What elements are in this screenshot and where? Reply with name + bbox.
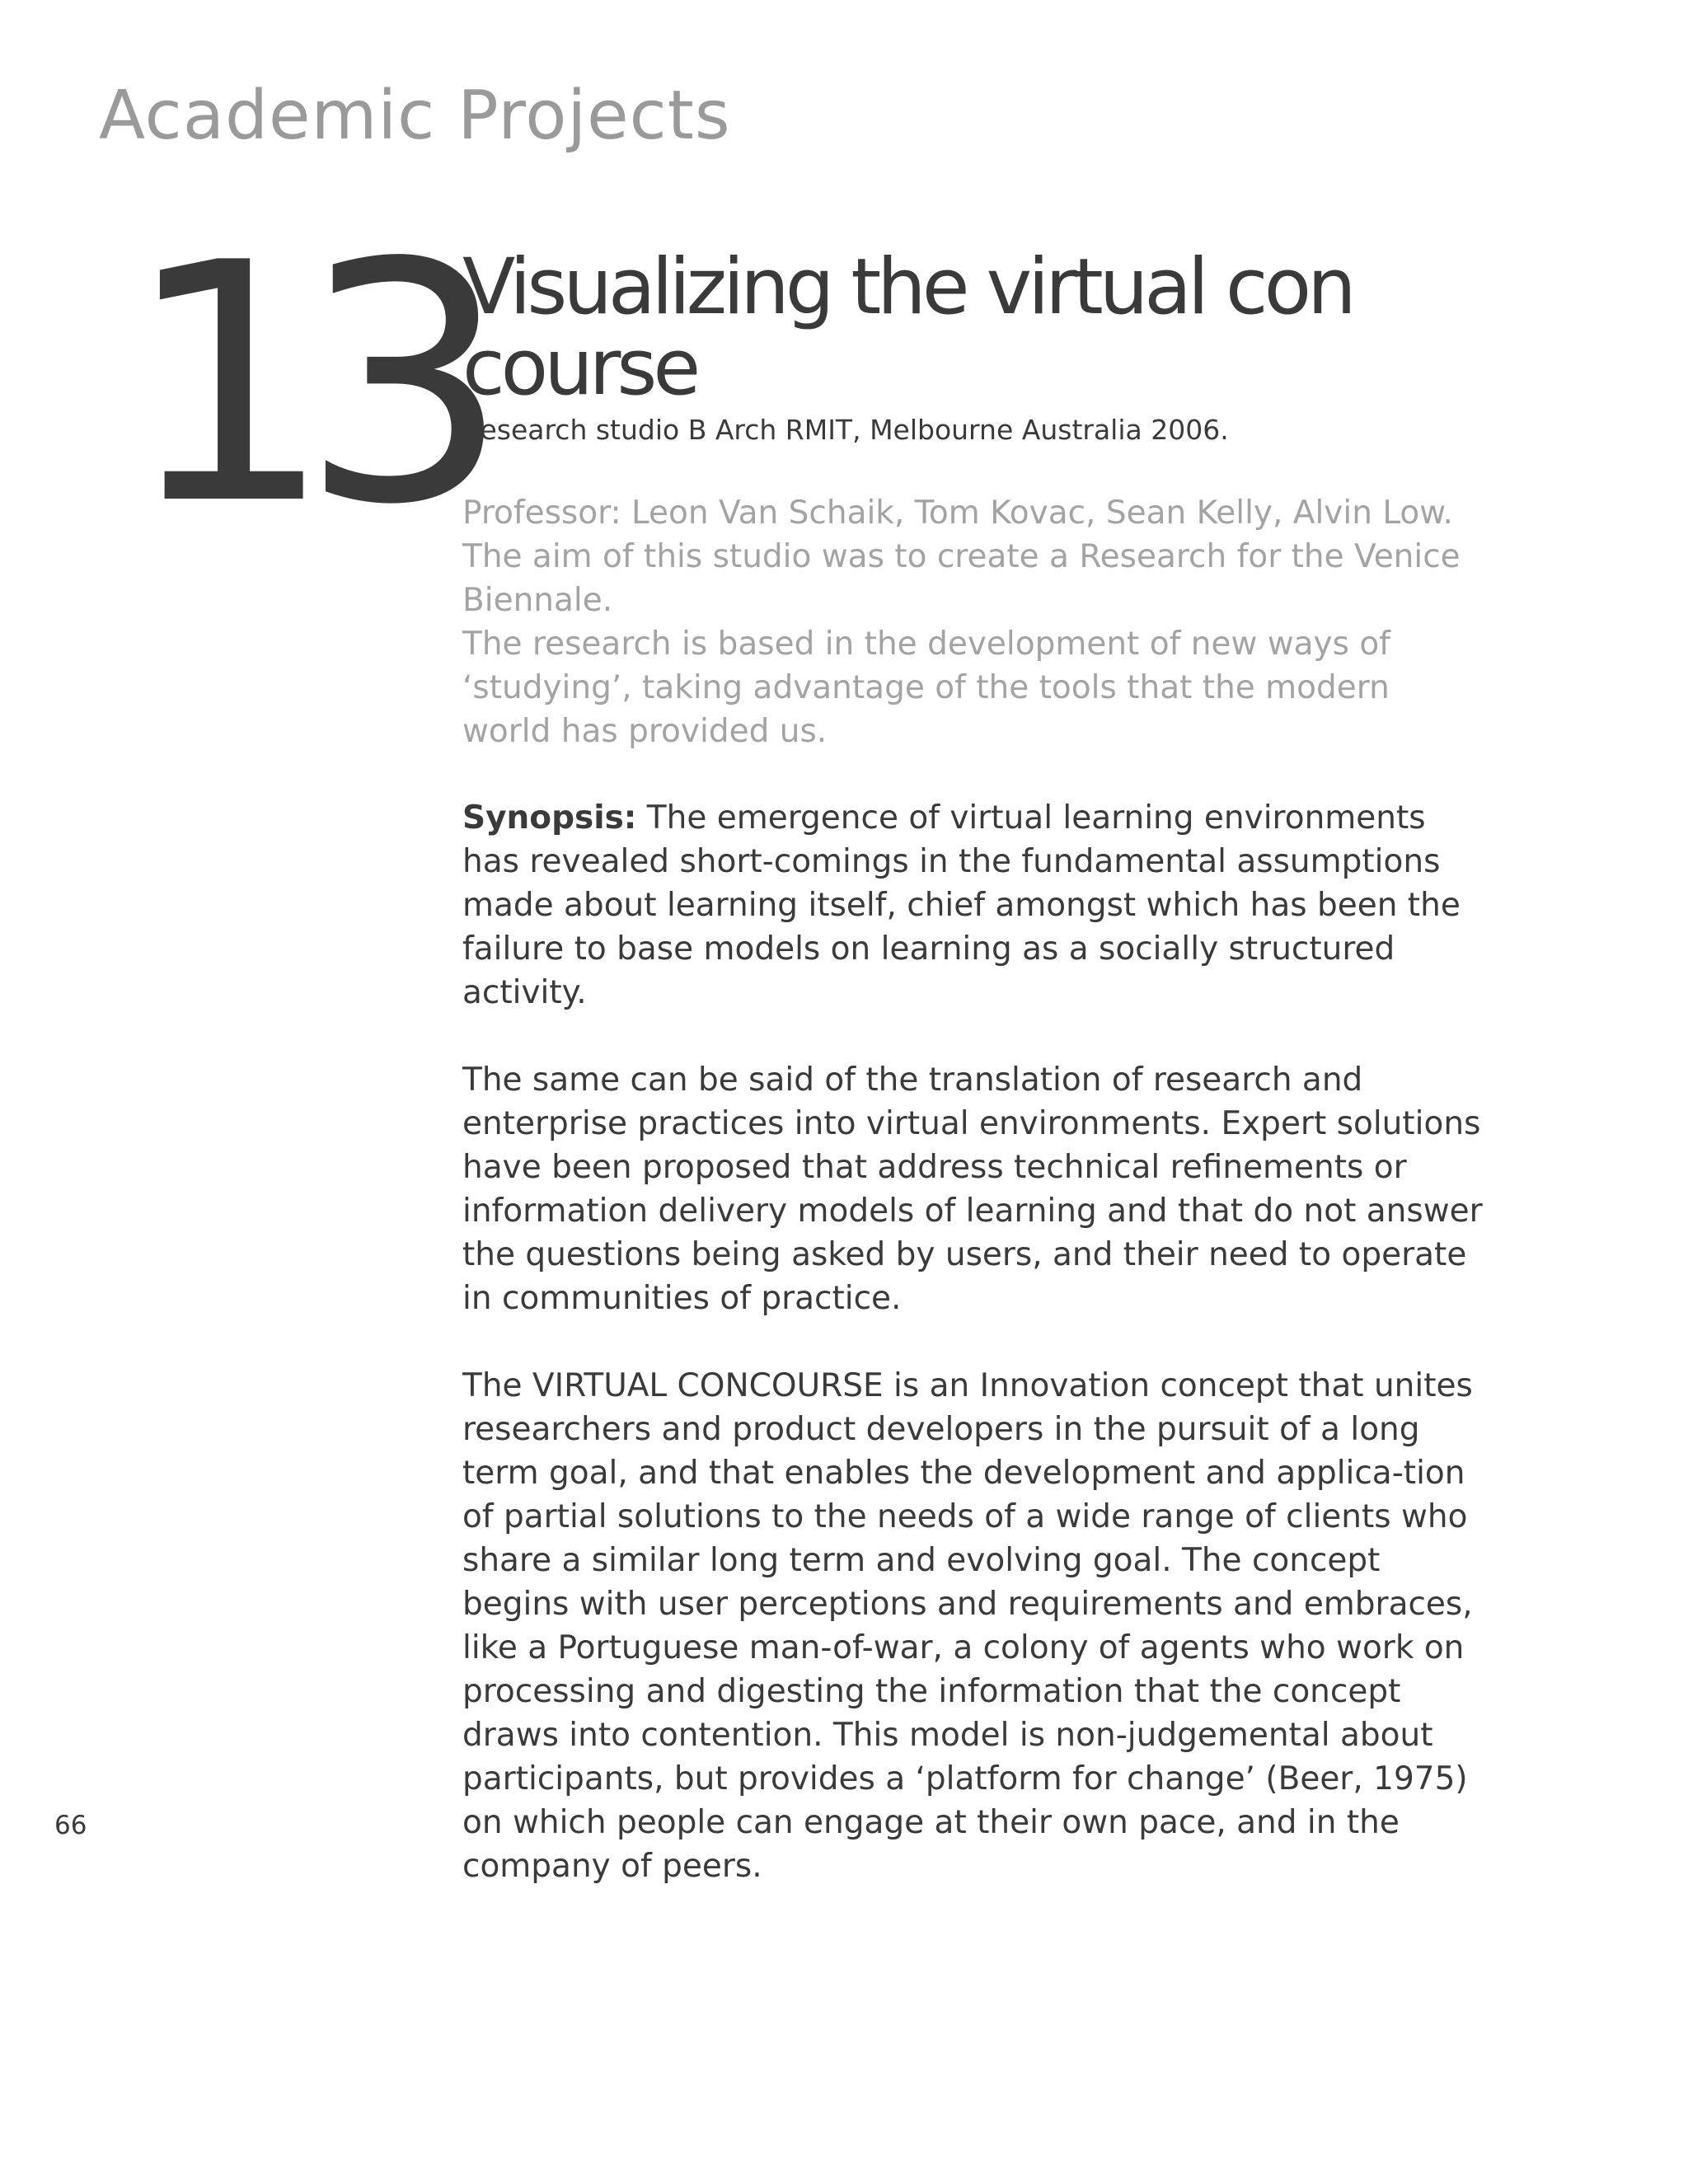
section-title: Academic Projects [99,77,731,155]
synopsis-paragraph [462,796,1484,1015]
synopsis-text: The emergence of virtual learning environments has revealed short-comings in the fundamental assumptions made about learning itself, chief amongst which has been the failure to base models on learning as a socially structured activity. [462,799,1461,1011]
project-intro [462,491,1484,753]
professors-line: Professor: Leon Van Schaik, Tom Kovac, Sean Kelly, Alvin Low. [462,494,1453,532]
synopsis-label: Synopsis: [462,799,637,837]
project-subtitle: Research studio B Arch RMIT, Melbourne Australia 2006. [462,414,1229,446]
body-paragraph-3: The VIRTUAL CONCOURSE is an Innovation concept that unites researchers and product developers in the pursuit of a long term goal, and that enables the development and applica-tion of partial solutions to the needs of a wide range of clients who share a similar long term and evolving goal. The concept begins with user perceptions and requirements and embraces, like a Portuguese man-of-war, a colony of agents who work on processing and digesting the information that the concept draws into contention. This model is non-judgemental about participants, but provides a ‘platform for change’ (Beer, 1975) on which people can engage at their own pace, and in the company of peers. [462,1367,1473,1885]
page-number: 66 [54,1811,87,1840]
research-description: The research is based in the development of new ways of ‘studying’, taking advantage of the tools that the modern world has provided us. [462,626,1390,750]
project-number: 13 [124,194,477,577]
body-paragraph-2: The same can be said of the translation of research and enterprise practices into virtual environments. Expert solutions have been proposed that address technical refinements or information delivery models of learning and that do not answer the questions being asked by users, and their need to operate in communities of practice. [462,1062,1483,1317]
project-title: Visualizing the virtual con course [462,242,1353,413]
project-content [462,242,1484,1932]
studio-aim: The aim of this studio was to create a Research for the Venice Biennale. [462,538,1461,619]
project-body [462,796,1484,1888]
